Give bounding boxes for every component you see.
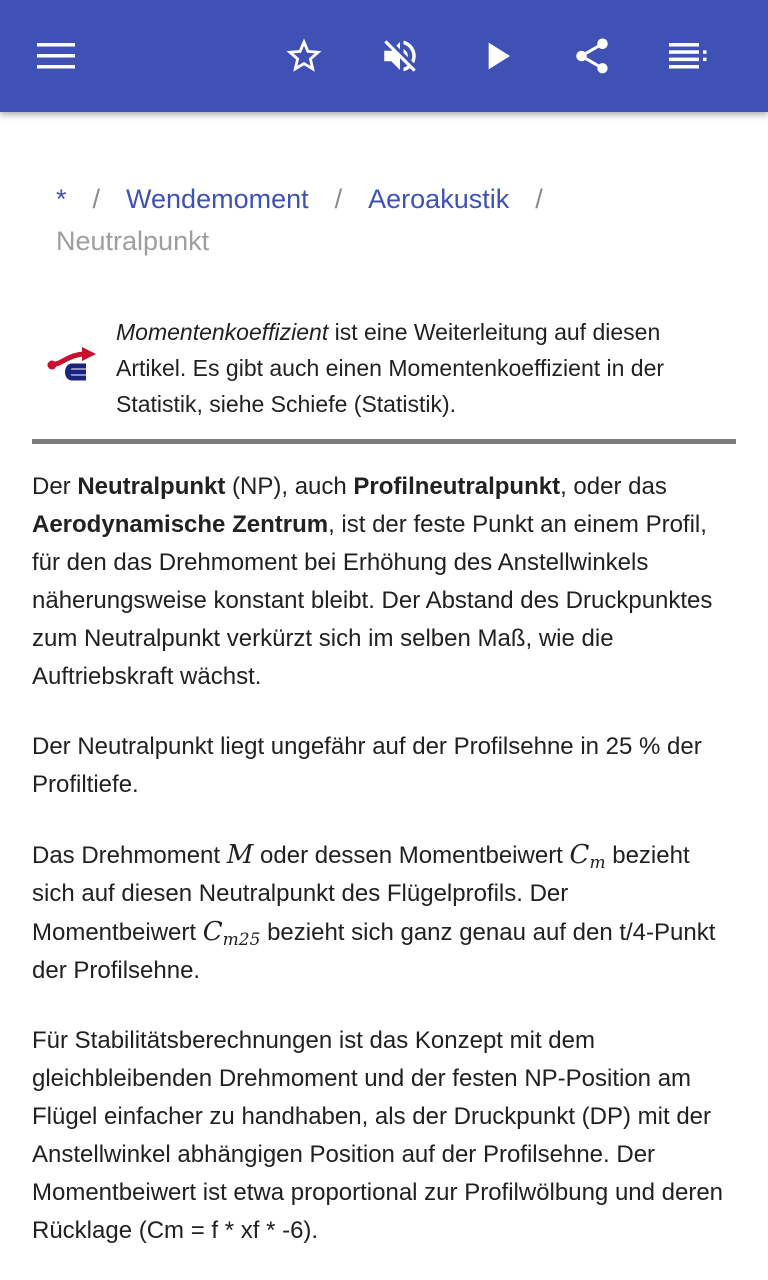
math-symbol: C	[202, 917, 223, 947]
menu-button[interactable]	[24, 24, 88, 88]
favorite-button[interactable]	[272, 24, 336, 88]
paragraph-stability: Für Stabilitätsberechnungen ist das Konzept mit dem gleichbleibenden Drehmoment und der festen NP-Position am Flügel einfacher zu handhaben, als der Druckpunkt (DP) mit der Anstellwinkel abhängigen Position auf der Profilsehne. Der Momentbeiwert ist etwa proportional zur Profilwölbung und deren Rücklage (Cm = f * xf * -6).	[32, 1027, 724, 1244]
text: , ist der feste Punkt an einem Profil, für den das Drehmoment bei Erhöhung des Anstellwinkels näherungsweise konstant bleibt. Der Abstand des Druckpunktes zum Neutralpunkt verkürzt sich im selben Maß, wie die Auftriebskraft wächst.	[32, 511, 713, 690]
breadcrumb-separator: /	[92, 184, 101, 214]
math-moment: M	[226, 840, 254, 870]
math-subscript: m25	[222, 930, 261, 950]
play-icon	[482, 40, 514, 72]
term-aerodynamische-zentrum: Aerodynamische Zentrum	[32, 511, 329, 538]
redirect-note	[32, 314, 736, 446]
playlist-icon	[669, 42, 707, 70]
text: Das Drehmoment	[32, 842, 227, 869]
paragraph-position: Der Neutralpunkt liegt ungefähr auf der Profilsehne in 25 % der Profiltiefe.	[32, 733, 702, 798]
paragraph-moment	[32, 836, 736, 990]
play-button[interactable]	[466, 24, 530, 88]
volume-off-icon	[379, 35, 421, 77]
share-icon	[571, 35, 613, 77]
text: oder dessen Momentbeiwert	[253, 842, 570, 869]
app-bar	[0, 0, 768, 112]
text: , oder das	[560, 473, 667, 500]
redirect-note-text	[116, 314, 732, 422]
paragraph-intro	[32, 468, 736, 696]
math-symbol: C	[569, 840, 590, 870]
article-content	[0, 112, 768, 1280]
text: bezieht sich ganz genau auf den t/4-Punkt der Profilsehne.	[32, 919, 716, 984]
section-divider	[32, 439, 736, 444]
star-icon	[283, 35, 325, 77]
share-button[interactable]	[560, 24, 624, 88]
breadcrumb-root[interactable]: *	[56, 184, 67, 214]
breadcrumb-aeroakustik[interactable]: Aeroakustik	[368, 184, 510, 214]
menu-icon	[37, 42, 75, 70]
article-body	[32, 468, 736, 1280]
term-profilneutralpunkt: Profilneutralpunkt	[353, 473, 561, 500]
breadcrumb-separator: /	[535, 184, 543, 214]
redirect-term: Momentenkoeffizient	[116, 319, 329, 345]
text: Der	[32, 473, 78, 500]
math-cm25	[202, 917, 261, 950]
mute-button[interactable]	[368, 24, 432, 88]
redirect-icon	[46, 344, 102, 386]
math-cm	[569, 840, 606, 873]
breadcrumb-wendemoment[interactable]: Wendemoment	[126, 184, 309, 214]
text: (NP), auch	[225, 473, 354, 500]
breadcrumb	[56, 178, 746, 262]
breadcrumb-current: Neutralpunkt	[56, 226, 210, 256]
text: bezieht sich auf diesen Neutralpunkt des Flügelprofils. Der Momentbeiwert	[32, 842, 690, 946]
redirect-note-rest: ist eine Weiterleitung auf diesen Artikel. Es gibt auch einen Momentenkoeffizient in der Statistik, siehe Schiefe (Statistik).	[116, 319, 665, 417]
breadcrumb-separator: /	[334, 184, 343, 214]
table-of-contents-button[interactable]	[656, 24, 720, 88]
term-neutralpunkt: Neutralpunkt	[77, 473, 226, 500]
math-subscript: m	[589, 853, 606, 873]
